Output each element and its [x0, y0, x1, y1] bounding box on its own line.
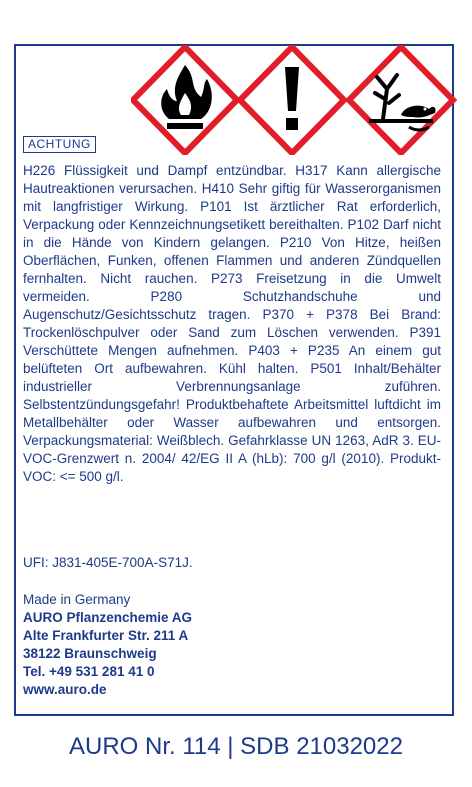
phone: Tel. +49 531 281 41 0 — [23, 664, 155, 679]
hazard-pictograms — [131, 45, 457, 155]
company-name: AURO Pflanzenchemie AG — [23, 610, 193, 625]
flame-icon — [133, 47, 237, 153]
website: www.auro.de — [23, 682, 107, 697]
street-address: Alte Frankfurter Str. 211 A — [23, 628, 189, 643]
footer-product-number: AURO Nr. 114 | SDB 21032022 — [69, 733, 403, 760]
made-in: Made in Germany — [23, 592, 131, 607]
exclamation-icon — [240, 47, 344, 153]
ufi-code: UFI: J831-405E-700A-S71J. — [23, 555, 193, 570]
city: 38122 Braunschweig — [23, 646, 157, 661]
signal-word: ACHTUNG — [23, 136, 96, 153]
manufacturer-block — [23, 591, 192, 699]
statements-text: H226 Flüssigkeit und Dampf entzündbar. H317 Kann allergische Hautreaktionen verursachen. H410 Sehr giftig für Wasserorganismen mit langfristiger Wirkung. P101 Ist ärztlicher Rat erforderlich, Verpackung oder Kennzeichnungsetikett bereithalten. P102 Darf nicht in die Hände von Kindern gelangen. P210 Von Hitze, heißen Oberflächen, Funken, offenen Flammen und anderen Zündquellen fernhalten. Nicht rauchen. P273 Freisetzung in die Umwelt vermeiden. P280 Schutzhandschuhe und Augenschutz/Gesichtsschutz tragen. P370 + P378 Bei Brand: Trockenlöschpulver oder Sand zum Löschen verwenden. P391 Verschüttete Mengen aufnehmen. P403 + P235 An einem gut belüfteten Ort aufbewahren. Kühl halten. P501 Inhalt/Behälter industrieller Verbrennungsanlage zuführen. Selbstentzündungsgefahr! Produktbehaftete Arbeitsmittel luftdicht im Metallbehälter oder Wasser aufbewahren und entsorgen. Verpackungsmaterial: Weißblech. Gefahrklasse UN 1263, AdR 3. EU-VOC-Grenzwert n. 2004/ 42/EG II A (hLb): 700 g/l (2010). Produkt-VOC: <= 500 g/l. — [23, 163, 441, 484]
environment-icon — [349, 47, 453, 153]
hazard-statements — [23, 162, 441, 486]
